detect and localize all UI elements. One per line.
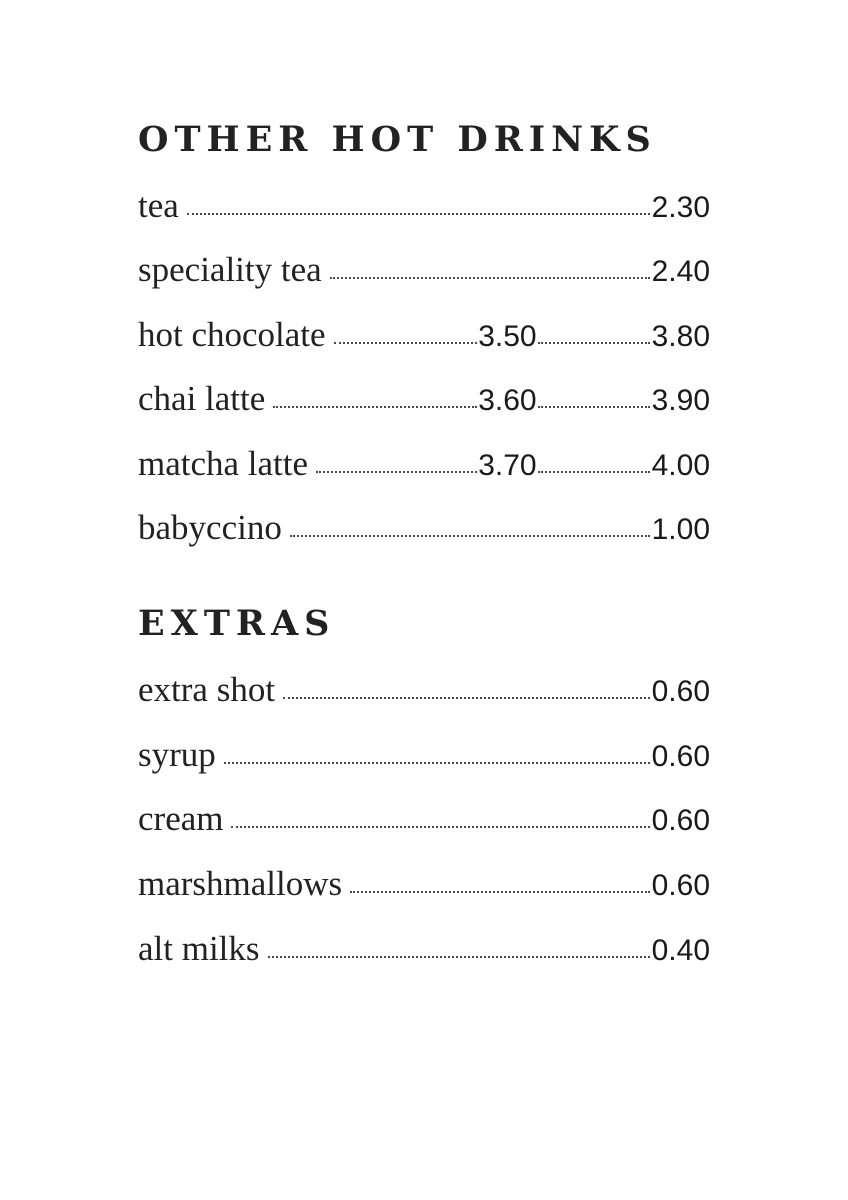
menu-item-syrup (138, 735, 710, 775)
dot-leader (290, 535, 650, 537)
item-name: hot chocolate (138, 315, 326, 354)
item-price: 0.60 (651, 675, 710, 708)
item-name: alt milks (138, 929, 260, 968)
menu-item-tea (138, 186, 710, 226)
dot-leader (224, 762, 650, 764)
item-price: 0.60 (651, 804, 710, 837)
dot-leader (316, 471, 477, 473)
item-name: cream (138, 799, 224, 838)
dot-leader (268, 956, 650, 958)
item-price: 2.40 (651, 255, 710, 288)
menu-item-babyccino (138, 508, 710, 548)
item-name: syrup (138, 735, 216, 774)
dot-leader (187, 213, 650, 215)
section-title-extras: EXTRAS (138, 603, 336, 644)
item-price: 2.30 (651, 191, 710, 224)
menu-item-extra-shot (138, 670, 710, 710)
menu-item-speciality-tea (138, 250, 710, 290)
menu-item-alt-milks (138, 929, 710, 969)
menu-item-chai-latte (138, 379, 710, 419)
item-name: matcha latte (138, 444, 309, 483)
dot-leader (334, 342, 478, 344)
item-price: 1.00 (651, 513, 710, 546)
dot-leader (283, 697, 650, 699)
item-name: tea (138, 186, 179, 225)
menu-item-marshmallows (138, 864, 710, 904)
item-price: 0.60 (651, 740, 710, 773)
dot-leader (231, 826, 649, 828)
item-price-regular: 3.70 (478, 449, 537, 482)
item-price-large: 3.90 (651, 384, 710, 417)
item-name: babyccino (138, 508, 282, 547)
dot-leader (538, 342, 650, 344)
item-name: extra shot (138, 670, 276, 709)
dot-leader (273, 406, 477, 408)
item-price-large: 3.80 (651, 320, 710, 353)
item-name: speciality tea (138, 250, 322, 289)
menu-item-hot-chocolate (138, 315, 710, 355)
dot-leader (350, 891, 649, 893)
dot-leader (538, 471, 650, 473)
item-price-regular: 3.60 (478, 384, 537, 417)
dot-leader (330, 277, 650, 279)
menu-item-matcha-latte (138, 444, 710, 484)
menu-item-cream (138, 799, 710, 839)
item-price: 0.60 (651, 869, 710, 902)
item-price-regular: 3.50 (478, 320, 537, 353)
section-title-other-hot-drinks: OTHER HOT DRINKS (138, 119, 657, 160)
dot-leader (538, 406, 650, 408)
item-price-large: 4.00 (651, 449, 710, 482)
item-name: chai latte (138, 379, 266, 418)
item-price: 0.40 (651, 934, 710, 967)
item-name: marshmallows (138, 864, 343, 903)
